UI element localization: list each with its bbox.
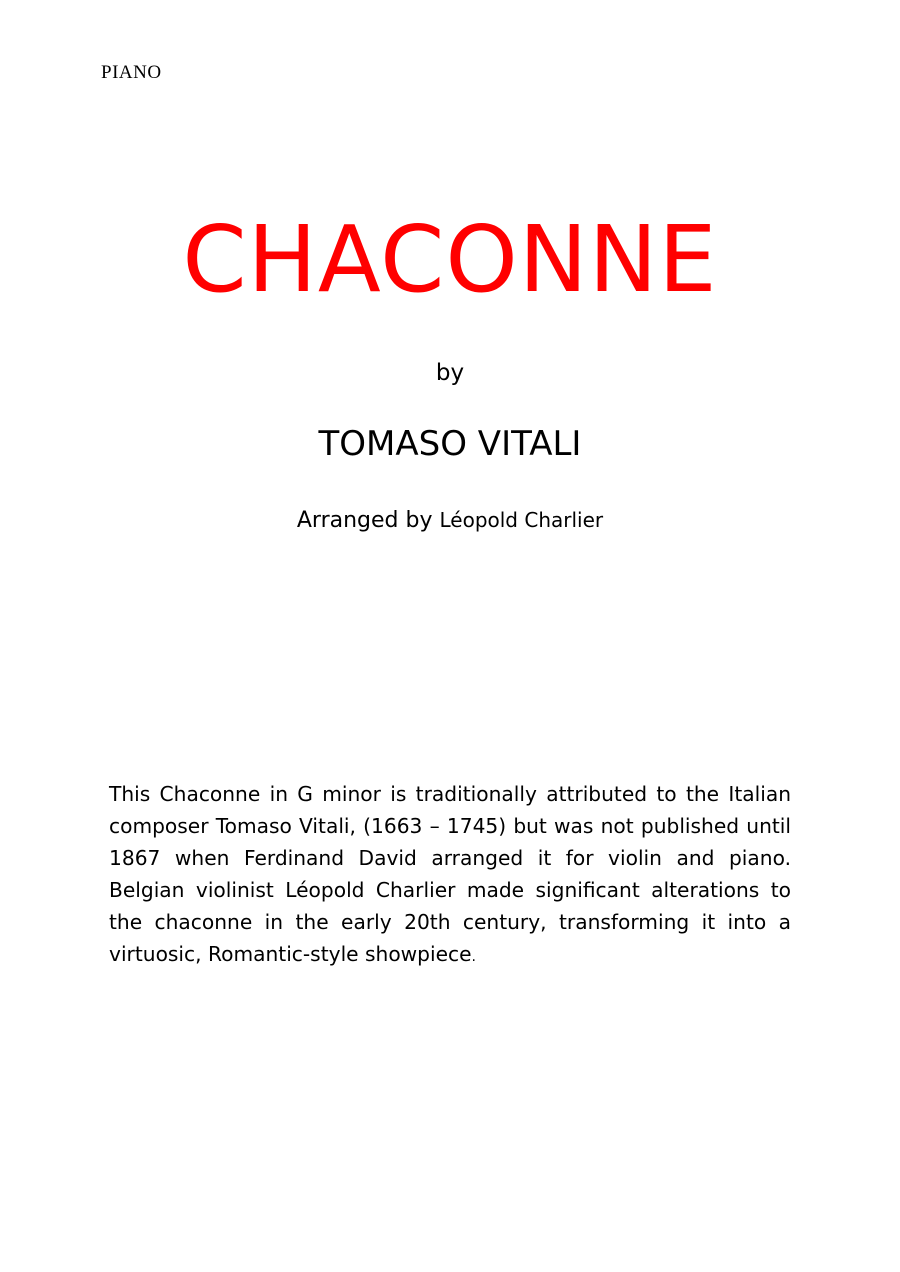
arranger-name: Léopold Charlier	[439, 508, 604, 532]
by-label: by	[435, 360, 465, 386]
description-paragraph	[109, 778, 791, 973]
composer-name: TOMASO VITALI	[318, 424, 582, 464]
description-text: This Chaconne in G minor is traditionally attributed to the Italian composer Tomaso Vitali, (1663 – 1745) but was not published until 1867 when Ferdinand David arranged it for violin and piano. Belgian violinist Léopold Charlier made significant alterations to the chaconne in the early 20th century, transforming it into a virtuosic, Romantic-style showpiece	[109, 782, 791, 966]
description-end-period: .	[471, 949, 476, 965]
arranged-by-label: Arranged by	[296, 508, 433, 533]
arranger-line	[0, 508, 900, 533]
instrument-label: PIANO	[101, 62, 162, 83]
piece-title: CHACONNE	[182, 206, 718, 313]
